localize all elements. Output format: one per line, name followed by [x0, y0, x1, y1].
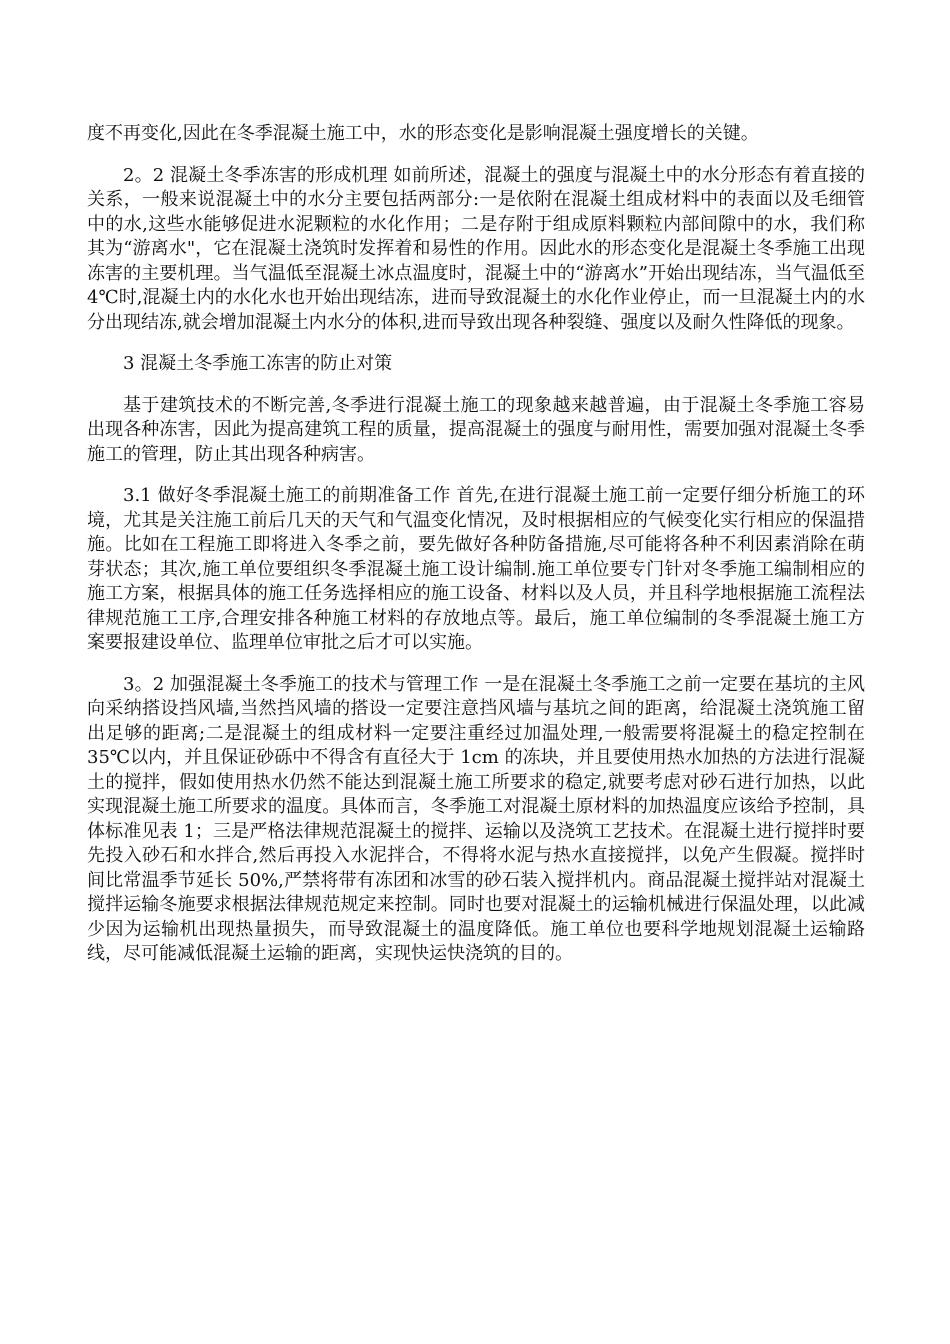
paragraph-continuation: 度不再变化,因此在冬季混凝土施工中，水的形态变化是影响混凝土强度增长的关键。 — [87, 123, 759, 144]
section-heading-3: 3 混凝土冬季施工冻害的防止对策 — [123, 353, 393, 374]
document-page — [87, 122, 865, 984]
paragraph-section-2-2: 2。2 混凝土冬季冻害的形成机理 如前所述，混凝土的强度与混凝土中的水分形态有着直接的关系，一般来说混凝土中的水分主要包括两部分:一是依附在混凝土组成材料中的表面以及毛细管中的水,这些水能够促进水泥颗粒的水化作用；二是存附于组成原料颗粒内部间隙中的水，我们称其为“游离水"，它在混凝土浇筑时发挥着和易性的作用。因此水的形态变化是混凝土冬季施工出现冻害的主要机理。当气温低至混凝土冰点温度时，混凝土中的“游离水”开始出现结冻，当气温低至 4℃时,混凝土内的水化水也开始出现结冻，进而导致混凝土的水化作业停止，而一旦混凝土内的水分出现结冻,就会增加混凝土内水分的体积,进而导致出现各种裂缝、强度以及耐久性降低的现象。 — [87, 164, 865, 333]
paragraph-section-3-2: 3。2 加强混凝土冬季施工的技术与管理工作 一是在混凝土冬季施工之前一定要在基坑的主风向采纳搭设挡风墙,当然挡风墙的搭设一定要注意挡风墙与基坑之间的距离，给混凝土浇筑施工留出足够的距离;二是混凝土的组成材料一定要注重经过加温处理,一般需要将混凝土的稳定控制在 35℃以内，并且保证砂砾中不得含有直径大于 1cm 的冻块，并且要使用热水加热的方法进行混凝土的搅拌，假如使用热水仍然不能达到混凝土施工所要求的稳定,就要考虑对砂石进行加热，以此实现混凝土施工所要求的温度。具体而言，冬季施工对混凝土原材料的加热温度应该给予控制，具体标准见表 1；三是严格法律规范混凝土的搅拌、运输以及浇筑工艺技术。在混凝土进行搅拌时要先投入砂石和水拌合,然后再投入水泥拌合，不得将水泥与热水直接搅拌，以免产生假凝。搅拌时间比常温季节延长 50%,严禁将带有冻团和冰雪的砂石装入搅拌机内。商品混凝土搅拌站对混凝土搅拌运输冬施要求根据法律规范规定来控制。同时也要对混凝土的运输机械进行保温处理，以此减少因为运输机出现热量损失，而导致混凝土的温度降低。施工单位也要科学地规划混凝土运输路线，尽可能减低混凝土运输的距离，实现快运快浇筑的目的。 — [87, 673, 865, 964]
paragraph-section-3-1: 3.1 做好冬季混凝土施工的前期准备工作 首先,在进行混凝土施工前一定要仔细分析施工的环境，尤其是关注施工前后几天的天气和气温变化情况，及时根据相应的气候变化实行相应的保温措施。比如在工程施工即将进入冬季之前，要先做好各种防备措施,尽可能将各种不利因素消除在萌芽状态；其次,施工单位要组织冬季混凝土施工设计编制.施工单位要专门针对冬季施工编制相应的施工方案，根据具体的施工任务选择相应的施工设备、材料以及人员，并且科学地根据施工流程法律规范施工工序,合理安排各种施工材料的存放地点等。最后，施工单位编制的冬季混凝土施工方案要报建设单位、监理单位审批之后才可以实施。 — [87, 485, 865, 653]
paragraph-section-3-intro: 基于建筑技术的不断完善,冬季进行混凝土施工的现象越来越普遍，由于混凝土冬季施工容易出现各种冻害，因此为提高建筑工程的质量，提高混凝土的强度与耐用性，需要加强对混凝土冬季施工的管理，防止其出现各种病害。 — [87, 394, 865, 465]
